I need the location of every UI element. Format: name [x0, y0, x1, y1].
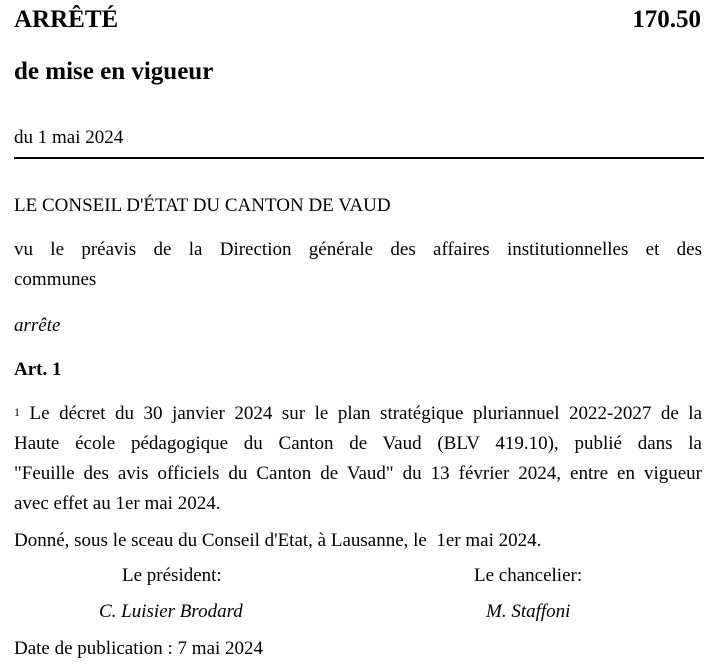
- given-statement: Donné, sous le sceau du Conseil d'Etat, à Lausanne, le 1er mai 2024.: [14, 530, 542, 551]
- header-divider: [14, 157, 704, 159]
- article-line-text: Le décret du 30 janvier 2024 sur le plan stratégique pluriannuel 2022-2027 de la: [29, 403, 703, 424]
- chancellor-title: Le chancelier:: [474, 565, 583, 586]
- document-date: du 1 mai 2024: [14, 127, 124, 148]
- preamble-line: communes: [14, 269, 97, 290]
- publication-date: Date de publication : 7 mai 2024: [14, 638, 264, 659]
- president-name: C. Luisier Brodard: [99, 601, 243, 622]
- decree-word: arrête: [14, 315, 61, 336]
- paragraph-number: 1: [14, 405, 20, 419]
- article-line: avec effet au 1er mai 2024.: [14, 493, 221, 514]
- article-line: [14, 399, 702, 429]
- issuing-authority: LE CONSEIL D'ÉTAT DU CANTON DE VAUD: [14, 195, 391, 216]
- chancellor-name: M. Staffoni: [486, 601, 571, 622]
- article-paragraph: [14, 399, 702, 519]
- article-heading: Art. 1: [14, 359, 62, 380]
- preamble-line: vu le préavis de la Direction générale des affaires institutionnelles et des: [14, 239, 702, 260]
- document-subtitle: de mise en vigueur: [14, 58, 214, 85]
- preamble: [14, 235, 702, 295]
- law-number: 170.50: [632, 6, 701, 33]
- article-line: "Feuille des avis officiels du Canton de Vaud" du 13 février 2024, entre en vigueur: [14, 463, 702, 484]
- article-line: Haute école pédagogique du Canton de Vaud (BLV 419.10), publié dans la: [14, 433, 702, 454]
- document-type-title: ARRÊTÉ: [14, 6, 119, 33]
- president-title: Le président:: [122, 565, 222, 586]
